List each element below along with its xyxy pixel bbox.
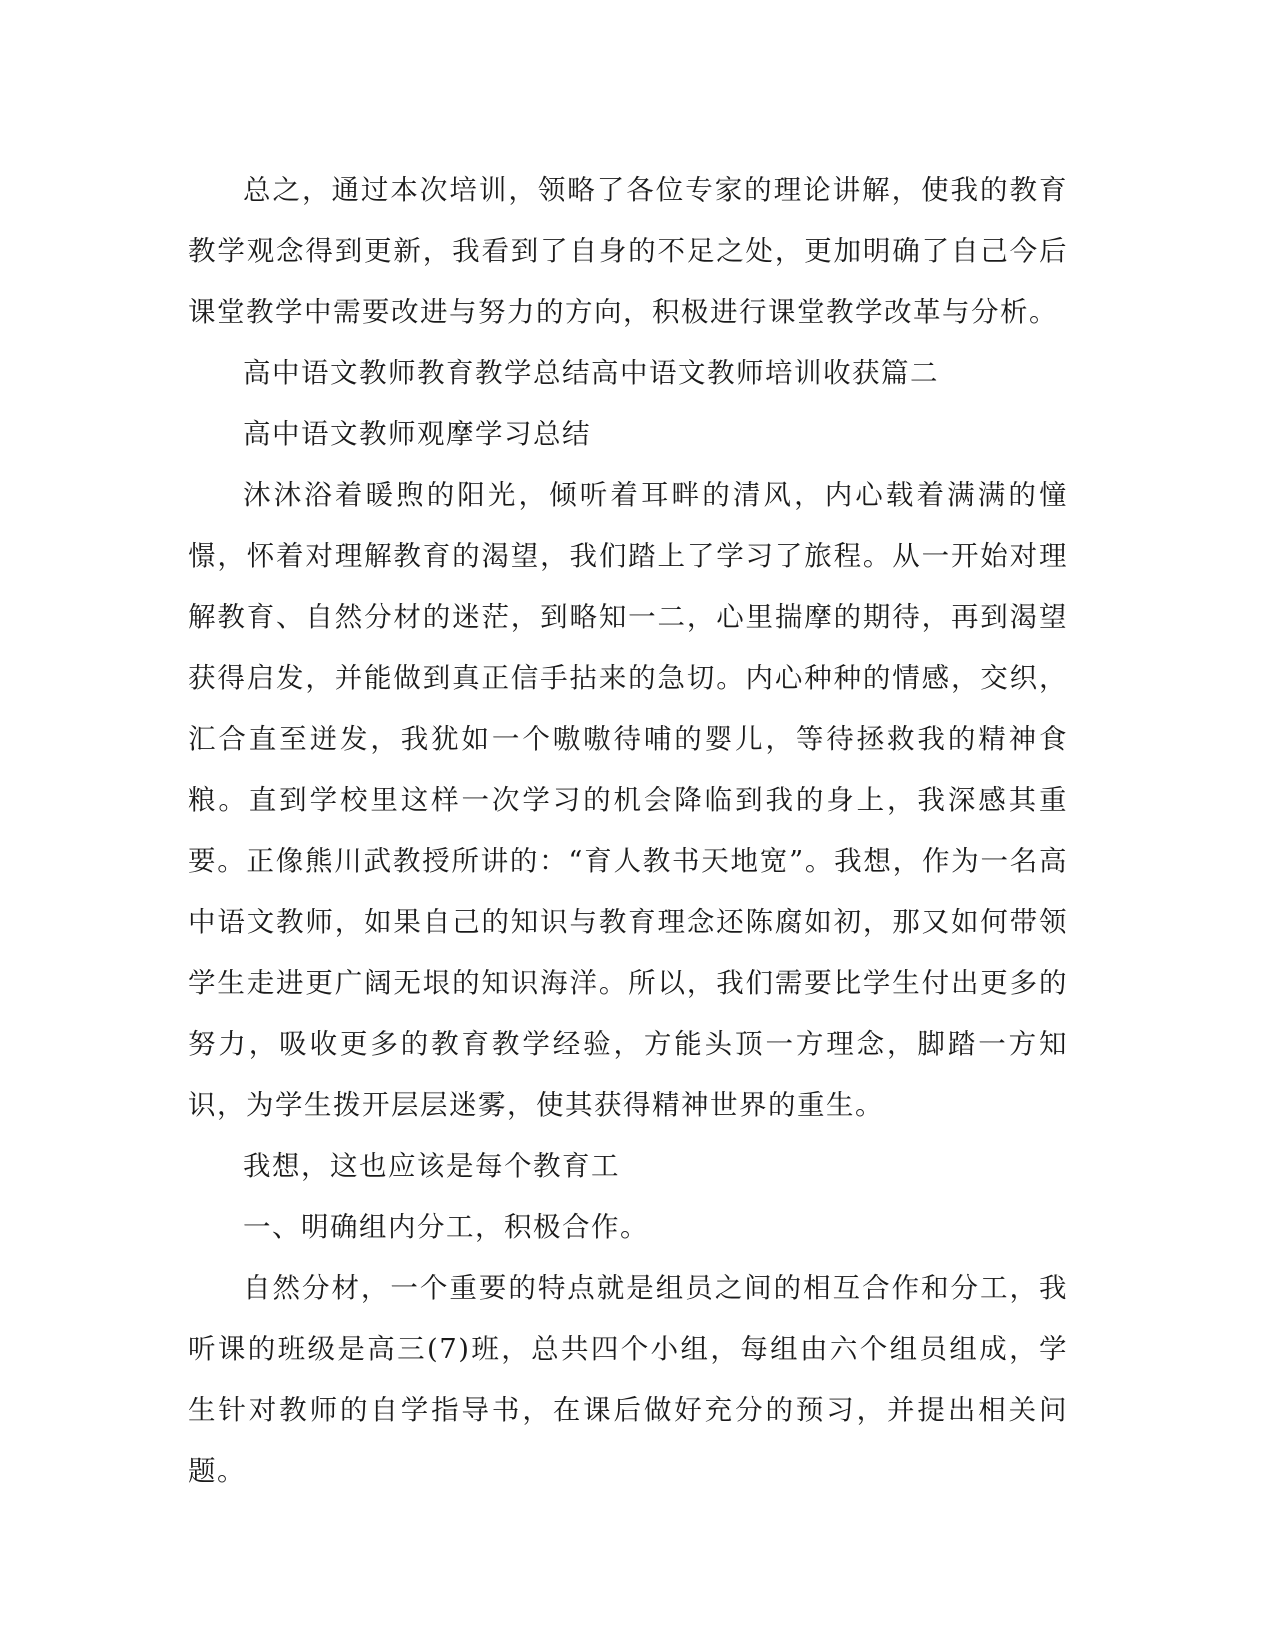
list-heading-one: 一、明确组内分工，积极合作。 <box>243 1211 649 1243</box>
paragraph-reflection: 沐沐浴着暖煦的阳光，倾听着耳畔的清风，内心载着满满的憧憬，怀着对理解教育的渴望，我们踏上了学习了旅程。从一开始对理解教育、自然分材的迷茫，到略知一二，心里揣摩的期待，再到渴望获得启发，并能做到真正信手拈来的急切。内心种种的情感，交织，汇合直至迸发，我犹如一个嗷嗷待哺的婴儿，等待拯救我的精神食粮。直到学校里这样一次学习的机会降临到我的身上，我深感其重要。正像熊川武教授所讲的：“育人教书天地宽”。我想，作为一名高中语文教师，如果自己的知识与教育理念还陈腐如初，那又如何带领学生走进更广阔无垠的知识海洋。所以，我们需要比学生付出更多的努力，吸收更多的教育教学经验，方能头顶一方理念，脚踏一方知识，为学生拨开层层迷雾，使其获得精神世界的重生。 <box>188 479 1068 1121</box>
section-heading: 高中语文教师教育教学总结高中语文教师培训收获篇二 <box>243 357 939 389</box>
paragraph-summary: 总之，通过本次培训，领略了各位专家的理论讲解，使我的教育教学观念得到更新，我看到了自身的不足之处，更加明确了自己今后课堂教学中需要改进与努力的方向，积极进行课堂教学改革与分析。 <box>188 174 1068 328</box>
paragraph-group-work: 自然分材，一个重要的特点就是组员之间的相互合作和分工，我听课的班级是高三(7)班，总共四个小组，每组由六个组员组成，学生针对教师的自学指导书，在课后做好充分的预习，并提出相关问题。 <box>188 1272 1068 1487</box>
document-body <box>188 160 1068 1502</box>
paragraph-fragment: 我想，这也应该是每个教育工 <box>243 1150 620 1182</box>
document-subtitle: 高中语文教师观摩学习总结 <box>243 418 591 450</box>
